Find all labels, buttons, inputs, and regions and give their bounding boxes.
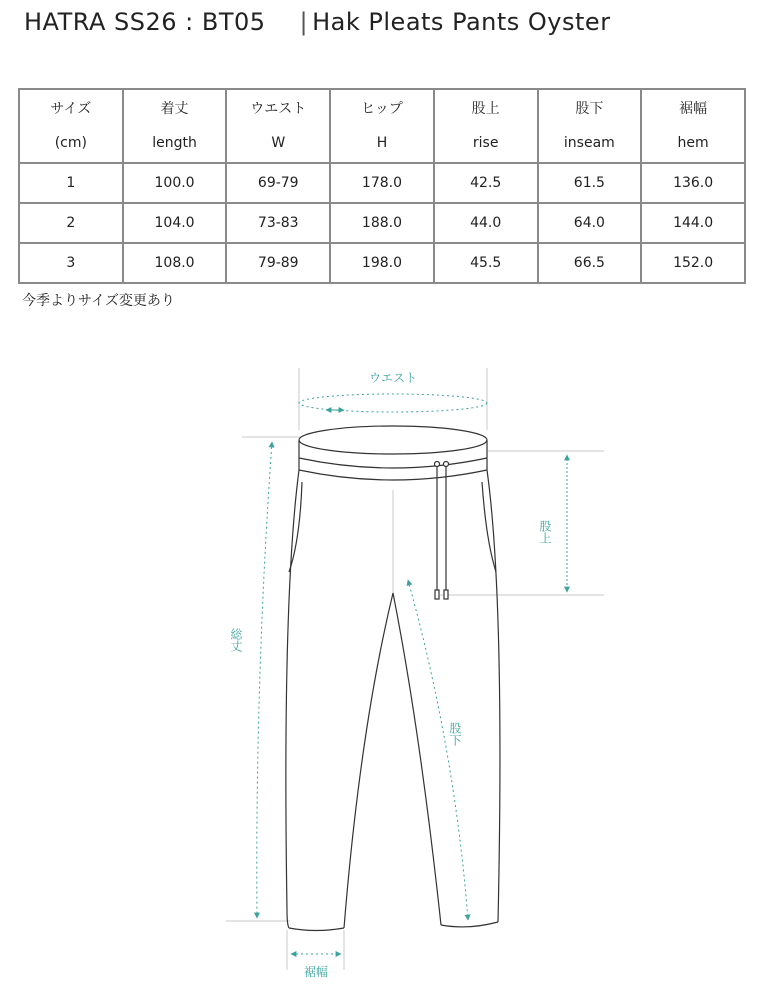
table-row	[19, 203, 745, 243]
table-cell: 79-89	[226, 243, 330, 283]
table-cell: 64.0	[538, 203, 642, 243]
title-separator: |	[299, 8, 309, 36]
table-cell: 136.0	[641, 163, 745, 203]
col-header-length: 着丈 length	[123, 89, 227, 163]
table-cell: 188.0	[330, 203, 434, 243]
table-cell: 152.0	[641, 243, 745, 283]
col-header-hip: ヒップ H	[330, 89, 434, 163]
table-cell: 104.0	[123, 203, 227, 243]
table-cell: 45.5	[434, 243, 538, 283]
table-cell: 73-83	[226, 203, 330, 243]
rise-label: 股上	[538, 520, 552, 544]
col-header-inseam: 股下 inseam	[538, 89, 642, 163]
table-cell: 61.5	[538, 163, 642, 203]
hem-label: 裾幅	[303, 965, 329, 979]
table-row	[19, 243, 745, 283]
table-cell: 1	[19, 163, 123, 203]
table-cell: 178.0	[330, 163, 434, 203]
table-cell: 42.5	[434, 163, 538, 203]
size-table	[18, 88, 746, 284]
col-header-waist: ウエスト W	[226, 89, 330, 163]
page-title	[24, 8, 611, 36]
guide-lines	[226, 368, 604, 970]
table-cell: 144.0	[641, 203, 745, 243]
table-cell: 3	[19, 243, 123, 283]
waist-label: ウエスト	[368, 371, 418, 385]
title-product: Hak Pleats Pants Oyster	[312, 8, 611, 36]
table-row	[19, 163, 745, 203]
length-label: 総丈	[229, 628, 243, 652]
measurement-lines	[257, 394, 567, 954]
title-code: HATRA SS26 : BT05	[24, 8, 266, 36]
table-cell: 108.0	[123, 243, 227, 283]
size-change-note: 今季よりサイズ変更あり	[22, 293, 175, 309]
col-header-hem: 裾幅 hem	[641, 89, 745, 163]
col-header-rise: 股上 rise	[434, 89, 538, 163]
table-cell: 198.0	[330, 243, 434, 283]
table-cell: 2	[19, 203, 123, 243]
table-cell: 69-79	[226, 163, 330, 203]
table-cell: 44.0	[434, 203, 538, 243]
inseam-label: 股下	[448, 722, 462, 746]
table-header-row	[19, 89, 745, 163]
table-cell: 66.5	[538, 243, 642, 283]
table-cell: 100.0	[123, 163, 227, 203]
pants-measurement-diagram	[0, 330, 768, 986]
col-header-size: サイズ (cm)	[19, 89, 123, 163]
